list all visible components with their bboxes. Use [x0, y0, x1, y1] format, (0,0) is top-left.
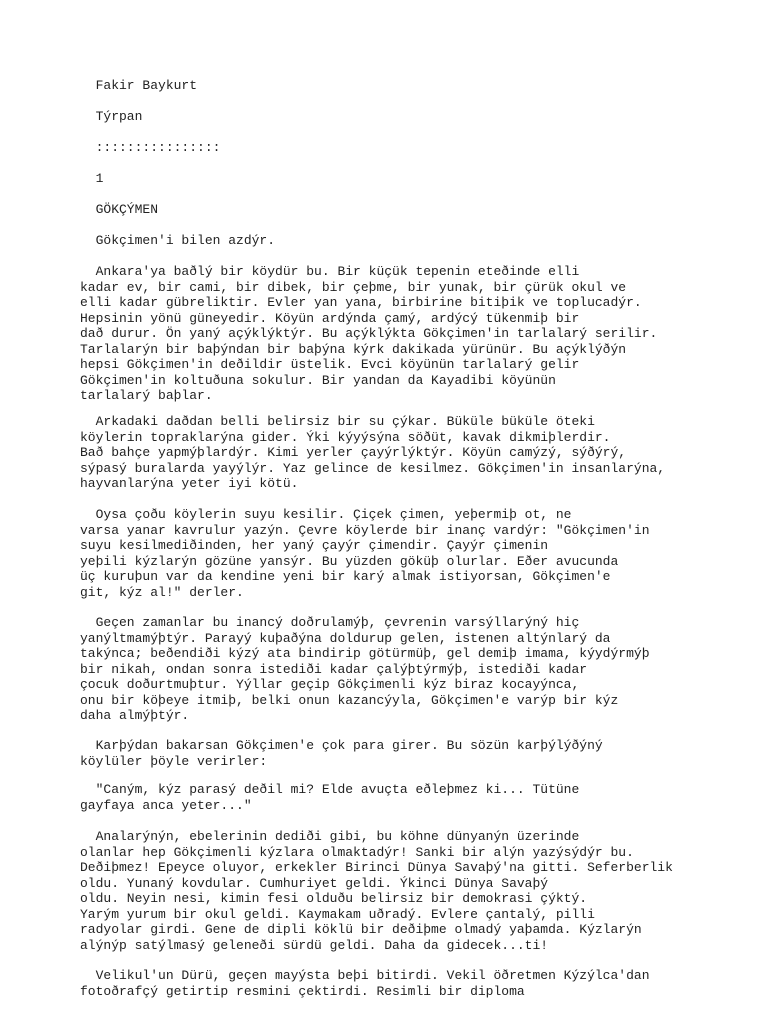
paragraph-line: hepsi Gökçimen'in deðildir üstelik. Evci köyünün tarlalarý gelir	[80, 357, 580, 372]
paragraph-line: alýnýp satýlmasý geleneði sürdü geldi. Daha da gidecek...ti!	[80, 937, 549, 953]
chapter-number: 1	[80, 171, 104, 186]
paragraph-line: Karþýdan bakarsan Gökçimen'e çok para girer. Bu sözün karþýlýðýný	[80, 738, 603, 753]
paragraph-line: Bað bahçe yapmýþlardýr. Kimi yerler çayýrlýktýr. Köyün camýzý, sýðýrý,	[80, 445, 627, 460]
paragraph-line: Deðiþmez! Epeyce oluyor, erkekler Birinci Dünya Savaþý'na gitti. Seferberlik	[80, 860, 673, 875]
separator-line: ::::::::::::::::	[80, 140, 221, 155]
document-page	[80, 0, 760, 1024]
book-title: Týrpan	[80, 109, 143, 124]
paragraph-line: Hepsinin yönü güneyedir. Köyün ardýnda çamý, ardýcý tükenmiþ bir	[80, 310, 580, 326]
paragraph-line: Tarlalarýn bir baþýndan bir baþýna kýrk dakikada yürünür. Bu açýklýðýn	[80, 341, 627, 357]
paragraph-line: tarlalarý baþlar.	[80, 388, 213, 403]
paragraph-line: takýnca; beðendiði kýzý ata bindirip götürmüþ, gel demiþ imama, kýydýrmýþ	[80, 646, 650, 661]
paragraph-line: dað durur. Ön yaný açýklýktýr. Bu açýklýkta Gökçimen'in tarlalarý serilir.	[80, 326, 658, 341]
paragraph-line: sýpasý buralarda yayýlýr. Yaz gelince de kesilmez. Gökçimen'in insanlarýna,	[80, 460, 666, 476]
paragraph-line: Velikul'un Dürü, geçen mayýsta beþi bitirdi. Vekil öðretmen Kýzýlca'dan	[80, 968, 650, 983]
paragraph-line: radyolar girdi. Gene de dipli köklü bir deðiþme olmadý yaþamda. Kýzlarýn	[80, 922, 642, 937]
paragraph-line: daha almýþtýr.	[80, 708, 190, 723]
paragraph-line: oldu. Yunaný kovdular. Cumhuriyet geldi. Ýkinci Dünya Savaþý	[80, 875, 549, 891]
paragraph-line: Arkadaki daðdan belli belirsiz bir su çýkar. Büküle büküle öteki	[80, 414, 595, 429]
quote-line: gayfaya anca yeter..."	[80, 797, 252, 813]
paragraph-line: varsa yanar kavrulur yazýn. Çevre köylerde bir inanç vardýr: "Gökçimen'in	[80, 522, 650, 538]
paragraph-line: Yarým yurum bir okul geldi. Kaymakam uðradý. Evlere çantalý, pilli	[80, 906, 595, 922]
paragraph-line: kadar ev, bir cami, bir dibek, bir çeþme, bir yunak, bir çürük okul ve	[80, 279, 627, 295]
paragraph-line: Oysa çoðu köylerin suyu kesilir. Çiçek çimen, yeþermiþ ot, ne	[80, 507, 572, 522]
paragraph-line: bir nikah, ondan sonra istediði kadar çalýþtýrmýþ, istediði kadar	[80, 661, 588, 677]
paragraph-line: oldu. Neyin nesi, kimin fesi olduðu belirsiz bir demokrasi çýktý.	[80, 891, 588, 906]
paragraph-line: Gökçimen'i bilen azdýr.	[80, 233, 276, 248]
paragraph-line: Analarýnýn, ebelerinin dediði gibi, bu köhne dünyanýn üzerinde	[80, 829, 580, 844]
paragraph-line: yeþili kýzlarýn gözüne yansýr. Bu yüzden göküþ olurlar. Eðer avucunda	[80, 553, 619, 569]
paragraph-line: yanýltmamýþtýr. Parayý kuþaðýna doldurup gelen, istenen altýnlarý da	[80, 630, 611, 646]
paragraph-line: suyu kesilmediðinden, her yaný çayýr çimendir. Çayýr çimenin	[80, 538, 549, 553]
paragraph-line: Gökçimen'in koltuðuna sokulur. Bir yandan da Kayadibi köyünün	[80, 372, 556, 388]
paragraph-line: çocuk doðurtmuþtur. Yýllar geçip Gökçimenli kýz biraz kocayýnca,	[80, 677, 580, 692]
chapter-title: GÖKÇÝMEN	[80, 202, 159, 217]
paragraph-line: elli kadar gübreliktir. Evler yan yana, birbirine bitiþik ve toplucadýr.	[80, 295, 642, 310]
paragraph-line: git, kýz al!" derler.	[80, 584, 244, 600]
author-name: Fakir Baykurt	[80, 78, 198, 93]
paragraph-line: onu bir köþeye itmiþ, belki onun kazancýyla, Gökçimen'e varýp bir kýz	[80, 692, 619, 708]
paragraph-line: Ankara'ya baðlý bir köydür bu. Bir küçük tepenin eteðinde elli	[80, 264, 580, 279]
paragraph-line: üç kuruþun var da kendine yeni bir karý almak istiyorsan, Gökçimen'e	[80, 569, 611, 584]
paragraph-line: köylüler þöyle verirler:	[80, 753, 268, 769]
paragraph-line: fotoðrafçý getirtip resmini çektirdi. Resimli bir diploma	[80, 983, 525, 999]
paragraph-line: Geçen zamanlar bu inancý doðrulamýþ, çevrenin varsýllarýný hiç	[80, 615, 580, 630]
paragraph-line: köylerin topraklarýna gider. Ýki kýyýsýna söðüt, kavak dikmiþlerdir.	[80, 429, 611, 445]
paragraph-line: olanlar hep Gökçimenli kýzlara olmaktadýr! Sanki bir alýn yazýsýdýr bu.	[80, 844, 634, 860]
quote-line: "Caným, kýz parasý deðil mi? Elde avuçta eðleþmez ki... Tütüne	[80, 782, 580, 797]
paragraph-line: hayvanlarýna yeter iyi kötü.	[80, 476, 299, 491]
